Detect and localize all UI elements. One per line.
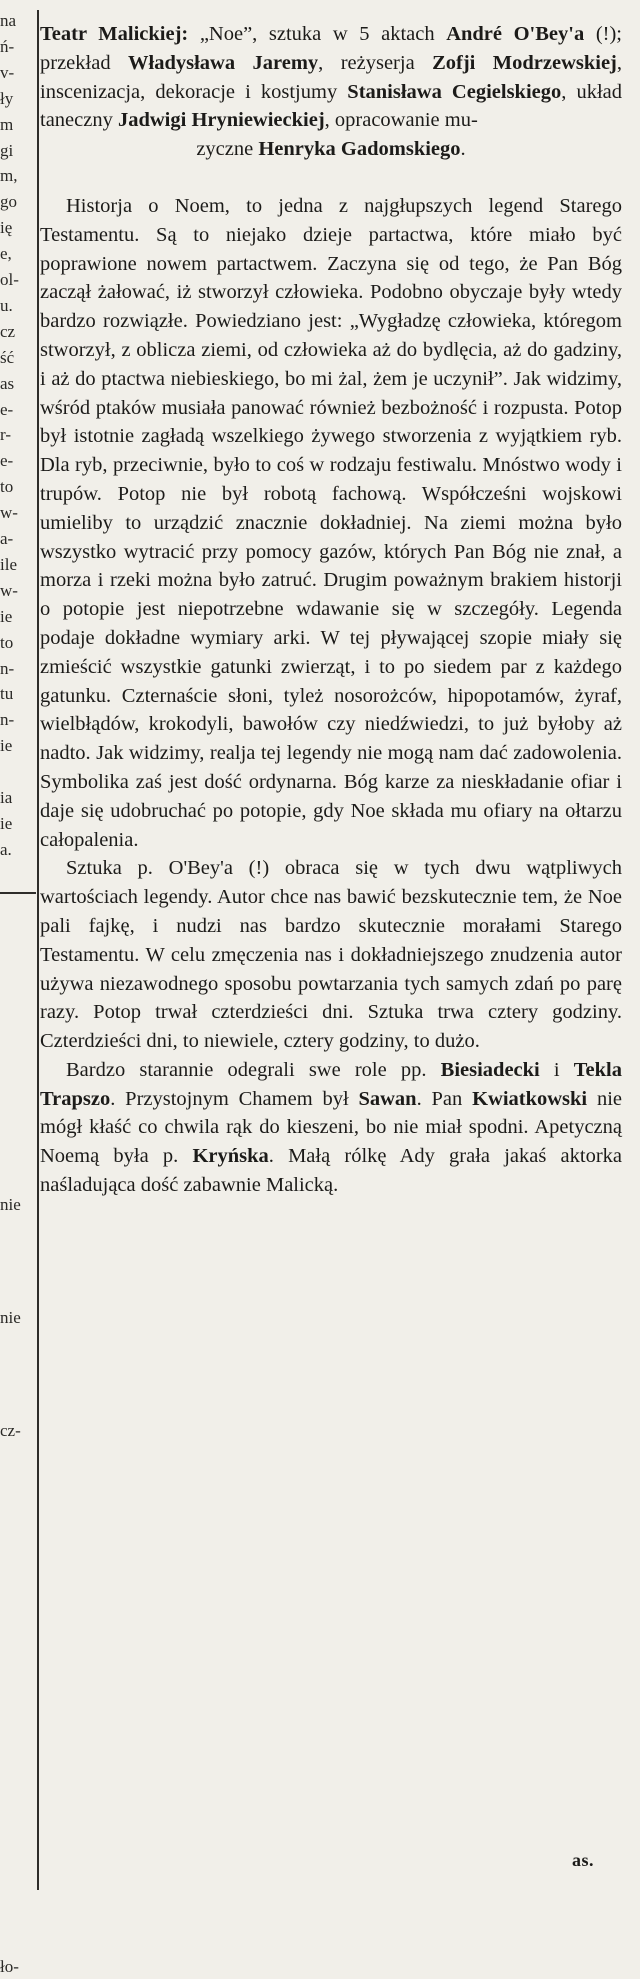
actor-name: Sawan	[358, 1087, 417, 1110]
column-fragment: n-	[0, 710, 15, 730]
column-fragment: e-	[0, 399, 14, 419]
column-fragment: to	[0, 632, 14, 652]
composer-name: Henryka Gadomskiego	[258, 138, 461, 161]
director-name: Zofji Modrzewskiej	[432, 51, 617, 74]
review-article	[40, 20, 622, 1200]
actor-name: Biesiadecki	[440, 1058, 540, 1081]
column-fragment: e,	[0, 244, 12, 264]
column-fragment: ol-	[0, 270, 19, 289]
column-fragment: nie	[0, 1195, 21, 1215]
column-fragment: r-	[0, 425, 11, 445]
paragraph-play: Sztuka p. O'Bey'a (!) obraca się w tych dwu wątpliwych wartościach legendy. Autor chce nas bawić bezskutecznie tem, że Noe pali fajkę, i nudzi nas bardzo skutecznie morałami Starego Testamentu. W celu zmęczenia nas i dokładniejszego znudzenia autor używa niezawodnego sposobu powtarzania tych samych zdań po parę razy. Potop trwał czterdzieści dni. Sztuka trwa cztery godziny. Czterdzieści dni, to niewiele, cztery godziny, to dużo.	[40, 857, 622, 1053]
actor-name: Tekla Trapszo	[40, 1058, 623, 1110]
paragraph-cast: Bardzo starannie odegrali swe role pp. Biesiadecki i Tekla Trapszo. Przystojnym Chamem był Sawan. Pan Kwiatkowski nie mógł kłaść co chwila rąk do kieszeni, bo nie miał spodni. Apetyczną Noemą była p. Kryńska. Małą rólkę Ady grała jakaś aktorka naśladująca dość zabawnie Malicką.	[40, 1058, 623, 1197]
paragraph-legend: Historja o Noem, to jedna z najgłupszych legend Starego Testamentu. Są to niejako dzieje partactwa, które miało być poprawione nowem partactwem. Zaczyna się od tego, że Pan Bóg zaczął żałować, iż stworzył człowieka. Podobno obyczaje były wtedy bardzo rozwiązłe. Powiedziano jest: „Wygładzę człowieka, któregom stworzył, z oblicza ziemi, od człowieka aż do bydlęcia, aż do gadziny, i aż do ptactwa niebieskiego, bo mi żal, żem je uczynił”. Jak widzimy, wśród ptaków musiała panować również bezbożność i rozpusta. Potop był istotnie zagładą wszelkiego żywego stworzenia z wyjątkiem ryb. Dla ryb, przeciwnie, było to coś w rodzaju festiwalu. Mnóstwo wody i trupów. Potop nie był robotą fachową. Współcześni wojskowi umieliby to urządzić znacznie dokładniej. Na ziemi można było wszystko wytracić przy pomocy gazów, których Pan Bóg nie znał, a morza i rzeki można było zatruć. Drugim poważnym brakiem historji o potopie jest niepotrzebne wdawanie się w szczegóły. Legenda podaje dokładne wymiary arki. W tej pływającej szopie miały się zmieścić wszystkie gatunki zwierząt, i to po siedem par z każdego gatunku. Czternaście słoni, tyleż nosorożców, hipopotamów, żyraf, wielbłądów, krokodyli, bawołów czy niedźwiedzi, to już byłoby aż nadto. Jak widzimy, realja tej legendy nie mogą nam dać zadowolenia. Symbolika zaś jest dość ordynarna. Bóg karze za nieskładanie ofiar i daje się udobruchać po potopie, gdy Noe składa mu ofiary na ołtarzu całopalenia.	[40, 194, 622, 851]
translator-name: Władysława Jaremy	[128, 51, 319, 74]
theater-name: Teatr Malickiej:	[40, 23, 189, 45]
column-fragment: nie	[0, 1308, 21, 1328]
column-fragment: n-	[0, 658, 15, 678]
column-fragment: a-	[0, 529, 14, 548]
column-fragment: ło-	[0, 1956, 19, 1976]
actor-name: Kwiatkowski	[472, 1087, 588, 1110]
column-fragment: ię	[0, 218, 13, 238]
column-fragment: m,	[0, 166, 18, 186]
column-fragment: ile	[0, 554, 17, 574]
column-fragment: a.	[0, 839, 12, 859]
adjacent-column-fragments	[0, 0, 36, 1976]
column-fragment: gi	[0, 140, 14, 160]
column-fragment: go	[0, 192, 17, 212]
column-fragment: cz	[0, 321, 16, 341]
column-fragment: v-	[0, 62, 15, 82]
column-fragment: w-	[0, 580, 18, 600]
author-name: André O'Bey'a	[446, 23, 585, 45]
header-last-line: zyczne Henryka Gadomskiego.	[196, 138, 466, 161]
author-signature: as.	[571, 1850, 594, 1870]
column-fragment: e-	[0, 451, 14, 471]
column-fragment: na	[0, 11, 17, 30]
choreographer-name: Jadwigi Hryniewieckiej	[117, 109, 325, 132]
column-fragment: ie	[0, 813, 13, 833]
column-fragment: ie	[0, 736, 13, 756]
column-fragment: cz-	[0, 1421, 21, 1440]
column-fragment: to	[0, 477, 14, 497]
actor-name: Kryńska	[192, 1145, 269, 1168]
column-fragment: ie	[0, 606, 13, 626]
designer-name: Stanisława Cegielskiego	[347, 80, 562, 103]
column-fragment: tu	[0, 684, 14, 704]
column-fragment: m	[0, 114, 14, 134]
column-fragment: w-	[0, 503, 18, 523]
column-fragment: ść	[0, 347, 15, 367]
column-fragment: ły	[0, 88, 14, 108]
column-fragment: as	[0, 373, 15, 393]
column-fragment: u.	[0, 295, 13, 315]
column-divider-rule	[37, 10, 39, 1890]
column-fragment: ń-	[0, 36, 15, 56]
column-fragment: ia	[0, 788, 13, 807]
column-separator-short	[0, 892, 36, 894]
play-credits-header: Teatr Malickiej: „Noe”, sztuka w 5 aktach André O'Bey'a (!); przekład Władysława Jaremy, reżyserja Zofji Modrzewskiej, inscenizacja, dekoracje i kostjumy Stanisława Cegielskiego, układ taneczny Jadwigi Hryniewieckiej, opracowanie mu- zyczne Henryka Gadomskiego.	[40, 20, 622, 164]
